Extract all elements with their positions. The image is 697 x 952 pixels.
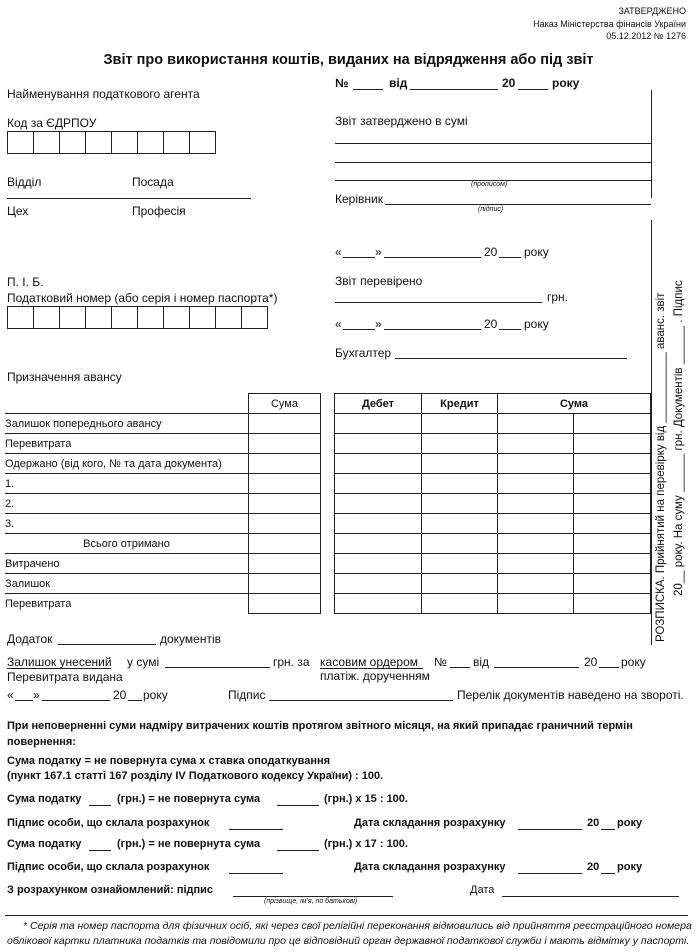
sum-cell[interactable]: [249, 434, 321, 454]
calc15-tax-field[interactable]: [89, 805, 111, 806]
tax-formula-1: Сума податку = не повернута сума x ставка оподаткування: [7, 755, 331, 767]
calc17-label-a: Сума податку: [7, 838, 82, 850]
tax-number-cells[interactable]: [7, 306, 268, 329]
date3-quote-close: »: [33, 688, 40, 702]
payment-order-label: платіж. дорученням: [320, 669, 430, 683]
in-words-hint: (прописом): [471, 181, 508, 188]
calc-date-year-label-1: року: [617, 817, 643, 829]
footnote-line-2: облікової картки платника податків та повідомили про це відповідний орган державної податкової служби і мають відмітку у паспорті.: [7, 935, 690, 947]
date1-quote-close: »: [375, 245, 382, 259]
receipt-line-1: РОЗПИСКА. Прийнятий на перевірку від ___________ аванс. звіт: [655, 292, 667, 642]
acquainted-date-label: Дата: [470, 884, 495, 896]
row-item-2: 2.: [5, 494, 249, 514]
cash-order-label: касовим ордером: [320, 655, 419, 669]
date1-year-label: року: [524, 245, 549, 259]
head-signature-field[interactable]: [385, 204, 651, 205]
date2-year-field[interactable]: [499, 329, 521, 330]
sum-header: Сума: [249, 394, 321, 414]
date2-month-field[interactable]: [384, 329, 481, 330]
sum-cell[interactable]: [249, 454, 321, 474]
overspent-issued-label: Перевитрата видана: [7, 670, 123, 684]
tax-formula-2: (пункт 167.1 статті 167 розділу IV Податкового кодексу України) : 100.: [7, 770, 384, 782]
row-total-received: Всього отримано: [5, 534, 249, 554]
calc-date-field-1[interactable]: [518, 829, 582, 830]
advance-table: [5, 393, 321, 614]
order-year-label: року: [621, 655, 646, 669]
date2-year-label: року: [524, 317, 549, 331]
approved-sum-line-1[interactable]: [335, 143, 651, 144]
order-date-field[interactable]: [494, 667, 579, 668]
checked-sum-field[interactable]: [335, 302, 542, 303]
calc-date-year-label-2: року: [617, 861, 643, 873]
checked-uah-label: грн.: [547, 290, 569, 304]
sum-cell[interactable]: [249, 474, 321, 494]
calc17-tax-field[interactable]: [89, 850, 111, 851]
deposited-underline: [7, 668, 111, 669]
edrpou-label: Код за ЄДРПОУ: [7, 116, 97, 130]
order-from-label: від: [473, 655, 490, 669]
head-signature-hint: (підпис): [478, 206, 504, 213]
date2-day-field[interactable]: [343, 329, 375, 330]
date1-day-field[interactable]: [343, 257, 375, 258]
signer-field-1[interactable]: [229, 829, 283, 830]
calc-date-label-2: Дата складання розрахунку: [354, 861, 506, 873]
report-no-field[interactable]: [353, 89, 383, 90]
order-year-prefix: 20: [584, 655, 598, 669]
checked-label: Звіт перевірено: [335, 274, 423, 288]
page-title: Звіт про використання коштів, виданих на відрядження або під звіт: [103, 52, 594, 68]
pib-label: П. І. Б.: [7, 275, 44, 289]
order-year-field[interactable]: [599, 667, 619, 668]
approval-stamp: [533, 6, 686, 41]
calc17-label-c: (грн.) x 17 : 100.: [324, 838, 408, 850]
row-overspending: Перевитрата: [5, 434, 249, 454]
calc-date-field-2[interactable]: [518, 873, 582, 874]
report-from-label: від: [389, 76, 408, 90]
calc-date-year-prefix-2: 20: [587, 861, 600, 873]
report-year-prefix: 20: [502, 76, 516, 90]
sum-header-right: Сума: [498, 394, 651, 414]
sum-cell[interactable]: [249, 494, 321, 514]
department-label: Відділ: [7, 175, 42, 189]
approval-line-1: ЗАТВЕРДЖЕНО: [618, 6, 686, 16]
documents-list-note: Перелік документів наведено на звороті.: [457, 688, 684, 702]
department-field[interactable]: [7, 198, 251, 199]
calc17-label-b: (грн.) = не повернута сума: [117, 838, 261, 850]
calc-date-year-field-1[interactable]: [601, 829, 615, 830]
calc17-amount-field[interactable]: [277, 850, 319, 851]
in-sum-label: у сумі: [127, 655, 160, 669]
order-no-field[interactable]: [450, 667, 470, 668]
receipt-line-2: 20__ року. На суму ______ грн. Документів ______ . Підпис: [673, 280, 685, 596]
date3-year-label: року: [143, 688, 168, 702]
row-item-3: 3.: [5, 514, 249, 534]
row-item-1: 1.: [5, 474, 249, 494]
appendix-field[interactable]: [58, 644, 156, 645]
row-overspending-2: Перевитрата: [5, 594, 249, 614]
sum-cell[interactable]: [249, 554, 321, 574]
date3-month-field[interactable]: [42, 700, 110, 701]
tax-number-label: Податковий номер (або серія і номер паспорта*): [7, 291, 278, 305]
acquainted-date-field[interactable]: [502, 896, 679, 897]
sum-cell[interactable]: [249, 414, 321, 434]
sum-cell[interactable]: [249, 594, 321, 614]
sum-cell[interactable]: [249, 574, 321, 594]
date2-year-prefix: 20: [484, 317, 498, 331]
calc15-label-b: (грн.) = не повернута сума: [117, 793, 261, 805]
deposited-sum-field[interactable]: [165, 667, 270, 668]
footnote-divider: [5, 915, 688, 916]
date2-quote-close: »: [375, 317, 382, 331]
calc-date-label-1: Дата складання розрахунку: [354, 817, 506, 829]
order-no-label: №: [434, 655, 447, 669]
calc15-label-a: Сума податку: [7, 793, 82, 805]
accountant-signature-field[interactable]: [395, 358, 627, 359]
credit-header: Кредит: [422, 394, 498, 414]
signer-field-2[interactable]: [229, 873, 283, 874]
appendix-label: Додаток: [7, 632, 53, 646]
edrpou-cells[interactable]: [7, 131, 216, 154]
approval-line-3: 05.12.2012 № 1276: [606, 31, 686, 41]
position-label: Посада: [132, 175, 174, 189]
approval-line-2: Наказ Міністерства фінансів України: [533, 19, 686, 29]
uah-by-label: грн. за: [273, 655, 310, 669]
accounting-table: [334, 393, 651, 614]
deposited-label: Залишок унесений: [7, 655, 112, 669]
date3-day-field[interactable]: [15, 700, 33, 701]
date3-year-prefix: 20: [113, 688, 127, 702]
date1-month-field[interactable]: [384, 257, 481, 258]
date2-quote-open: «: [335, 317, 342, 331]
date1-year-field[interactable]: [499, 257, 521, 258]
row-spent: Витрачено: [5, 554, 249, 574]
approved-sum-label: Звіт затверджено в сумі: [335, 114, 468, 128]
receipt-border: [651, 220, 652, 645]
shop-label: Цех: [7, 204, 29, 218]
documents-label: документів: [160, 632, 222, 646]
date3-quote-open: «: [7, 688, 14, 702]
accountant-label: Бухгалтер: [335, 346, 392, 360]
report-date-field[interactable]: [410, 89, 498, 90]
calc15-amount-field[interactable]: [277, 805, 319, 806]
report-year-field[interactable]: [518, 89, 548, 90]
report-year-label: року: [552, 76, 580, 90]
footnote-line-1: * Серія та номер паспорта для фізичних осіб, які через свої релігійні переконання відмовились від прийняття реєстраційного номера: [23, 920, 692, 932]
date3-year-field[interactable]: [128, 700, 142, 701]
report-no-label: №: [335, 76, 349, 90]
right-border-top: [651, 90, 652, 198]
calc15-label-c: (грн.) x 15 : 100.: [324, 793, 408, 805]
date1-quote-open: «: [335, 245, 342, 259]
advance-purpose-label: Призначення авансу: [7, 370, 122, 384]
calc-date-year-field-2[interactable]: [601, 873, 615, 874]
signer-label-1: Підпис особи, що склала розрахунок: [7, 817, 210, 829]
row-balance: Залишок: [5, 574, 249, 594]
signer-label-2: Підпис особи, що склала розрахунок: [7, 861, 210, 873]
acquainted-label: З розрахунком ознайомлений: підпис: [7, 884, 214, 896]
tax-intro: При неповерненні суми надміру витрачених коштів протягом звітного місяця, на який припадає граничний термін повернення:: [7, 720, 633, 748]
debit-header: Дебет: [335, 394, 422, 414]
profession-label: Професія: [132, 204, 186, 218]
signature-field[interactable]: [269, 700, 453, 701]
row-received-from: Одержано (від кого, № та дата документа): [5, 454, 249, 474]
sum-cell[interactable]: [249, 534, 321, 554]
head-label: Керівник: [335, 192, 383, 206]
row-previous-balance: Залишок попереднього авансу: [5, 414, 249, 434]
acquainted-hint: (прізвище, ім'я, по батькові): [264, 898, 358, 905]
agent-label: Найменування податкового агента: [7, 87, 200, 101]
date1-year-prefix: 20: [484, 245, 498, 259]
sum-cell[interactable]: [249, 514, 321, 534]
acquainted-signature-field[interactable]: [233, 896, 393, 897]
signature-label: Підпис: [228, 688, 266, 702]
approved-sum-line-2[interactable]: [335, 162, 651, 163]
calc-date-year-prefix-1: 20: [587, 817, 600, 829]
